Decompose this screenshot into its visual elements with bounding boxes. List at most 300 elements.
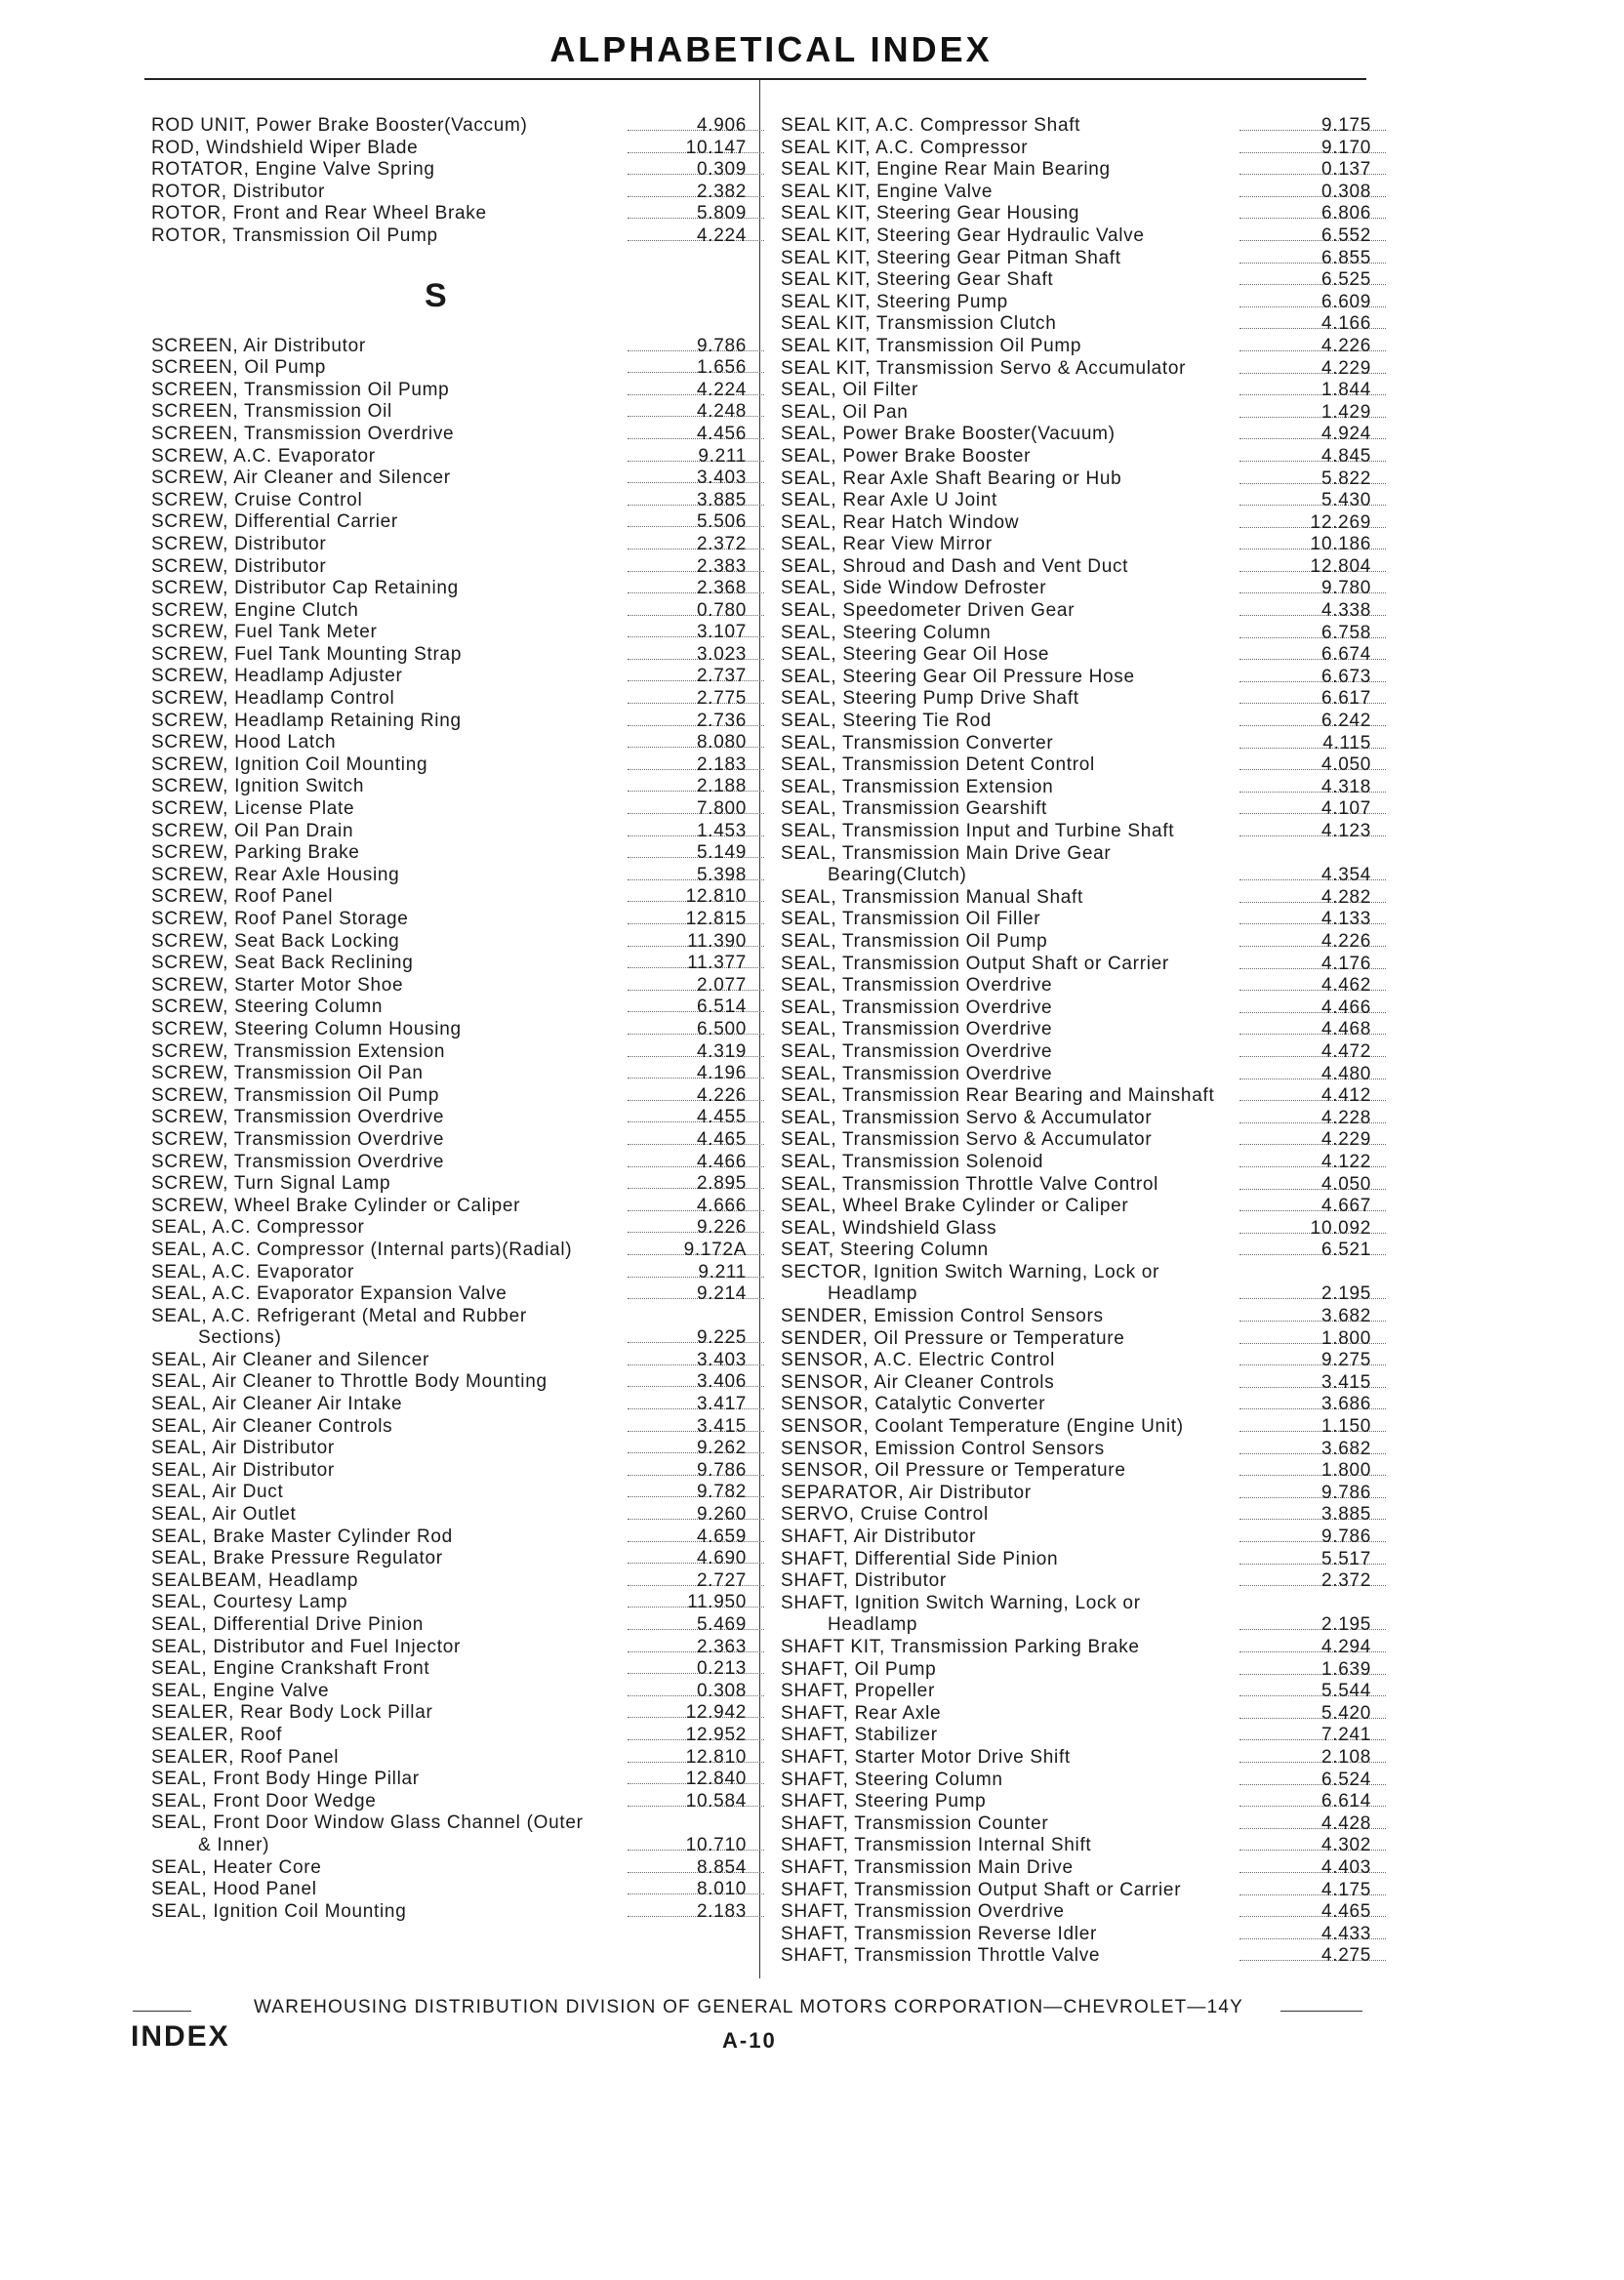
index-entry xyxy=(151,842,747,865)
entry-page-ref: 3.403 xyxy=(696,468,747,489)
index-entry xyxy=(781,556,1371,579)
entry-page-ref: 9.782 xyxy=(696,1482,747,1503)
index-entry xyxy=(151,357,747,380)
entry-label: SEAL, Shroud and Dash and Vent Duct xyxy=(781,555,1129,577)
entry-label: SEAL, Hood Panel xyxy=(151,1879,317,1900)
index-entry xyxy=(781,1614,1371,1637)
entry-label: SEPARATOR, Air Distributor xyxy=(781,1482,1032,1503)
entry-label: SEAL, Air Cleaner Air Intake xyxy=(151,1394,403,1415)
entry-page-ref: 6.609 xyxy=(1320,291,1371,312)
entry-label: SEAL KIT, Engine Valve xyxy=(781,181,994,202)
footer xyxy=(127,1997,1366,2026)
entry-page-ref: 3.417 xyxy=(696,1394,747,1415)
index-entry xyxy=(151,511,747,534)
index-entry xyxy=(151,1371,747,1394)
entry-label: SEAL, Transmission Output Shaft or Carrier xyxy=(781,953,1169,974)
entry-page-ref: 4.318 xyxy=(1320,776,1371,797)
index-entry xyxy=(781,600,1371,623)
entry-label: SCREW, Transmission Overdrive xyxy=(151,1128,445,1150)
index-entry xyxy=(151,1548,747,1570)
entry-label: SCREEN, Oil Pump xyxy=(151,357,327,379)
index-entry xyxy=(781,975,1371,998)
index-entry xyxy=(151,931,747,954)
entry-page-ref: 6.806 xyxy=(1320,203,1371,224)
entry-page-ref: 9.211 xyxy=(698,445,747,467)
index-entry xyxy=(151,1747,747,1770)
entry-page-ref: 0.308 xyxy=(1320,181,1371,202)
entry-label: Sections) xyxy=(198,1327,282,1349)
index-entry xyxy=(151,688,747,711)
index-entry xyxy=(781,1880,1371,1902)
entry-label: SEAL, Steering Tie Rod xyxy=(781,711,993,732)
index-entry xyxy=(151,1812,747,1835)
index-entry xyxy=(151,644,747,667)
entry-page-ref: 8.854 xyxy=(696,1856,747,1878)
entry-page-ref: 9.175 xyxy=(1320,115,1371,136)
entry-label: SEAL, Engine Valve xyxy=(151,1680,330,1701)
index-entry xyxy=(151,1416,747,1439)
index-entry xyxy=(781,1549,1371,1571)
entry-label: SEAL, Front Door Window Glass Channel (Outer xyxy=(151,1812,584,1834)
entry-label: SEAL, Differential Drive Pinion xyxy=(151,1614,425,1635)
entry-label: SCREW, License Plate xyxy=(151,798,355,820)
entry-page-ref: 4.666 xyxy=(696,1195,747,1216)
entry-label: SCREW, Ignition Switch xyxy=(151,776,365,797)
entry-label: SEAL KIT, A.C. Compressor xyxy=(781,137,1029,158)
page-title: ALPHABETICAL INDEX xyxy=(549,29,993,69)
index-entry xyxy=(781,843,1371,866)
entry-page-ref: 0.308 xyxy=(696,1680,747,1701)
entry-page-ref: 4.468 xyxy=(1320,1019,1371,1040)
index-entry xyxy=(151,1283,747,1306)
entry-page-ref: 4.428 xyxy=(1320,1812,1371,1834)
index-entry xyxy=(781,203,1371,225)
entry-label: SEALER, Rear Body Lock Pillar xyxy=(151,1702,433,1724)
entry-page-ref: 10.710 xyxy=(685,1834,747,1855)
entry-page-ref: 1.429 xyxy=(1320,401,1371,423)
entry-page-ref: 4.107 xyxy=(1320,798,1371,820)
index-entry xyxy=(151,1460,747,1483)
index-entry xyxy=(151,1262,747,1284)
entry-page-ref: 2.077 xyxy=(696,974,747,996)
entry-label: SCREW, Transmission Extension xyxy=(151,1040,446,1062)
entry-page-ref: 3.415 xyxy=(1320,1371,1371,1393)
index-entry xyxy=(151,1879,747,1901)
entry-page-ref: 2.368 xyxy=(696,578,747,599)
index-entry xyxy=(781,733,1371,755)
index-entry xyxy=(151,909,747,931)
entry-label: SCREW, Ignition Coil Mounting xyxy=(151,753,428,775)
entry-page-ref: 6.614 xyxy=(1320,1791,1371,1812)
index-entry xyxy=(151,578,747,600)
index-entry xyxy=(151,821,747,843)
entry-page-ref: 3.885 xyxy=(696,489,747,510)
entry-page-ref: 9.214 xyxy=(696,1283,747,1305)
entry-page-ref: 4.224 xyxy=(696,224,747,246)
entry-label: SEAL, Oil Pan xyxy=(781,401,909,423)
entry-page-ref: 6.855 xyxy=(1320,247,1371,268)
index-entry xyxy=(151,336,747,358)
index-entry xyxy=(781,115,1371,138)
entry-page-ref: 2.736 xyxy=(696,710,747,731)
index-entry xyxy=(151,1504,747,1527)
entry-page-ref: 10.584 xyxy=(685,1790,747,1812)
index-entry xyxy=(781,1196,1371,1218)
entry-page-ref: 4.690 xyxy=(696,1548,747,1569)
entry-label: SEAL, Transmission Extension xyxy=(781,776,1054,797)
entry-label: SEAL, Brake Pressure Regulator xyxy=(151,1548,443,1569)
index-entry xyxy=(151,534,747,556)
entry-label: SHAFT, Propeller xyxy=(781,1681,935,1702)
entry-label: SHAFT, Transmission Counter xyxy=(781,1812,1049,1834)
index-entry xyxy=(151,975,747,998)
entry-page-ref: 12.810 xyxy=(685,1746,747,1768)
index-entry xyxy=(151,1637,747,1659)
entry-page-ref: 1.800 xyxy=(1320,1460,1371,1482)
index-entry xyxy=(781,1924,1371,1946)
entry-page-ref: 3.682 xyxy=(1320,1306,1371,1327)
entry-page-ref: 4.338 xyxy=(1320,600,1371,622)
index-entry xyxy=(151,1129,747,1152)
index-entry xyxy=(781,1725,1371,1747)
entry-label: SEAL, Front Door Wedge xyxy=(151,1790,377,1812)
entry-page-ref: 0.137 xyxy=(1320,159,1371,181)
entry-label: SEAL, Front Body Hinge Pillar xyxy=(151,1769,420,1790)
index-entry xyxy=(781,512,1371,535)
entry-label: SEAL, Transmission Gearshift xyxy=(781,798,1048,820)
entry-label: SHAFT, Starter Motor Drive Shift xyxy=(781,1746,1071,1768)
entry-page-ref: 2.775 xyxy=(696,688,747,710)
entry-page-ref: 4.176 xyxy=(1320,953,1371,974)
index-entry xyxy=(781,1416,1371,1439)
entry-page-ref: 9.226 xyxy=(696,1217,747,1239)
entry-label: SEAL, Wheel Brake Cylinder or Caliper xyxy=(781,1196,1129,1217)
index-entry xyxy=(781,182,1371,204)
index-entry xyxy=(781,1019,1371,1041)
entry-label: SHAFT, Ignition Switch Warning, Lock or xyxy=(781,1592,1141,1613)
index-entry xyxy=(781,1504,1371,1527)
index-entry xyxy=(151,1527,747,1549)
entry-label: SEAL, Side Window Defroster xyxy=(781,578,1047,599)
entry-page-ref: 6.617 xyxy=(1320,688,1371,710)
index-entry xyxy=(781,1901,1371,1924)
index-entry xyxy=(151,115,747,138)
index-entry xyxy=(781,777,1371,799)
index-entry xyxy=(151,1085,747,1108)
entry-label: SHAFT, Distributor xyxy=(781,1570,947,1592)
entry-label: ROD UNIT, Power Brake Booster(Vaccum) xyxy=(151,115,528,136)
index-entry xyxy=(781,954,1371,976)
entry-label: SENSOR, A.C. Electric Control xyxy=(781,1350,1056,1371)
entry-label: SEAL, Transmission Overdrive xyxy=(781,1040,1053,1062)
entry-page-ref: 12.810 xyxy=(685,886,747,908)
index-entry xyxy=(781,1350,1371,1372)
index-entry xyxy=(781,424,1371,446)
index-entry xyxy=(781,292,1371,314)
entry-page-ref: 4.050 xyxy=(1320,754,1371,776)
index-entry xyxy=(781,1372,1371,1395)
entry-label: SHAFT, Transmission Overdrive xyxy=(781,1901,1065,1923)
section-letter-block xyxy=(151,248,747,336)
entry-page-ref: 0.780 xyxy=(696,599,747,621)
index-entry xyxy=(151,203,747,225)
entry-page-ref: 6.758 xyxy=(1320,622,1371,643)
entry-label: SEAL, Oil Filter xyxy=(781,380,919,401)
entry-page-ref: 4.302 xyxy=(1320,1835,1371,1856)
entry-page-ref: 4.122 xyxy=(1320,1151,1371,1172)
entry-page-ref: 1.800 xyxy=(1320,1327,1371,1349)
index-entry xyxy=(151,600,747,623)
entry-label: SENSOR, Catalytic Converter xyxy=(781,1394,1046,1415)
entry-page-ref: 3.023 xyxy=(696,643,747,665)
entry-label: SCREW, Roof Panel Storage xyxy=(151,909,409,929)
entry-page-ref: 3.403 xyxy=(696,1349,747,1370)
index-entry xyxy=(781,1483,1371,1505)
entry-page-ref: 12.942 xyxy=(685,1702,747,1724)
entry-page-ref: 4.924 xyxy=(1320,424,1371,445)
entry-label: SCREW, Hood Latch xyxy=(151,732,337,753)
entry-page-ref: 4.906 xyxy=(696,115,747,136)
index-entry xyxy=(781,1703,1371,1726)
entry-page-ref: 12.815 xyxy=(685,909,747,929)
entry-page-ref: 5.149 xyxy=(696,842,747,864)
index-entry xyxy=(781,578,1371,600)
entry-page-ref: 4.466 xyxy=(696,1151,747,1172)
entry-page-ref: 6.524 xyxy=(1320,1769,1371,1790)
index-entry xyxy=(781,336,1371,358)
index-entry xyxy=(151,997,747,1019)
entry-page-ref: 10.147 xyxy=(685,137,747,158)
footer-rule-left xyxy=(133,2011,191,2012)
entry-page-ref: 2.183 xyxy=(696,1900,747,1922)
index-entry xyxy=(151,666,747,688)
index-entry xyxy=(781,248,1371,270)
entry-label: SCREEN, Transmission Overdrive xyxy=(151,423,455,444)
entry-page-ref: 1.656 xyxy=(696,357,747,379)
index-entry xyxy=(781,798,1371,821)
entry-label: SCREEN, Transmission Oil xyxy=(151,401,392,423)
entry-page-ref: 5.398 xyxy=(696,864,747,885)
entry-page-ref: 2.108 xyxy=(1320,1746,1371,1768)
entry-page-ref: 1.844 xyxy=(1320,380,1371,401)
entry-label: SEAL, Steering Pump Drive Shaft xyxy=(781,688,1079,710)
entry-page-ref: 4.412 xyxy=(1320,1085,1371,1107)
index-entry xyxy=(781,931,1371,954)
entry-page-ref: 2.382 xyxy=(696,181,747,202)
index-entry xyxy=(781,821,1371,843)
index-entry xyxy=(781,1439,1371,1461)
entry-page-ref: 5.469 xyxy=(696,1614,747,1635)
entry-page-ref: 9.211 xyxy=(698,1261,747,1282)
entry-label: SCREW, Wheel Brake Cylinder or Caliper xyxy=(151,1195,521,1216)
entry-label: SENSOR, Air Cleaner Controls xyxy=(781,1371,1055,1393)
index-entry xyxy=(781,1240,1371,1262)
entry-page-ref: 4.115 xyxy=(1322,732,1371,753)
index-entry xyxy=(151,1592,747,1614)
index-entry xyxy=(781,159,1371,182)
index-entry xyxy=(151,1438,747,1460)
entry-page-ref: 3.107 xyxy=(696,622,747,643)
index-entry xyxy=(781,1747,1371,1770)
entry-page-ref: 9.786 xyxy=(1320,1482,1371,1503)
entry-label: SEAL KIT, Transmission Servo & Accumulator xyxy=(781,357,1187,379)
index-entry xyxy=(151,1901,747,1924)
index-entry xyxy=(781,644,1371,667)
entry-page-ref: 4.465 xyxy=(1320,1901,1371,1923)
entry-label: SEAL, Steering Gear Oil Pressure Hose xyxy=(781,666,1135,687)
entry-label: SEAL, A.C. Evaporator xyxy=(151,1261,354,1282)
index-entry xyxy=(151,1769,747,1791)
index-entry xyxy=(151,138,747,160)
entry-label: SEAL, Windshield Glass xyxy=(781,1217,997,1239)
entry-page-ref: 4.845 xyxy=(1320,445,1371,467)
index-entry xyxy=(781,1394,1371,1416)
entry-page-ref: 3.406 xyxy=(696,1371,747,1393)
index-entry xyxy=(781,667,1371,689)
entry-page-ref: 12.804 xyxy=(1310,555,1371,577)
entry-page-ref: 2.895 xyxy=(696,1173,747,1195)
entry-label: SCREW, Seat Back Locking xyxy=(151,930,400,952)
entry-label: SENSOR, Oil Pressure or Temperature xyxy=(781,1460,1126,1482)
entry-page-ref: 4.050 xyxy=(1320,1173,1371,1195)
entry-page-ref: 6.673 xyxy=(1320,666,1371,687)
index-entry xyxy=(151,182,747,204)
index-entry xyxy=(151,732,747,754)
index-entry xyxy=(151,1063,747,1085)
index-entry xyxy=(151,798,747,821)
entry-page-ref: 4.226 xyxy=(1320,930,1371,952)
entry-label: SCREW, Transmission Oil Pump xyxy=(151,1084,440,1106)
entry-label: ROTATOR, Engine Valve Spring xyxy=(151,159,435,181)
entry-label: SEAL KIT, Engine Rear Main Bearing xyxy=(781,159,1111,181)
entry-label: ROTOR, Distributor xyxy=(151,181,325,202)
entry-page-ref: 9.780 xyxy=(1320,578,1371,599)
index-entry xyxy=(151,1658,747,1681)
entry-label: SEAL KIT, Steering Gear Pitman Shaft xyxy=(781,247,1121,268)
entry-label: SECTOR, Ignition Switch Warning, Lock or xyxy=(781,1261,1160,1282)
entry-label: SEAL, Transmission Overdrive xyxy=(781,997,1053,1018)
index-entry xyxy=(781,313,1371,336)
entry-label: SEAL KIT, Steering Gear Hydraulic Valve xyxy=(781,224,1145,246)
entry-label: SEAL, Transmission Detent Control xyxy=(781,754,1095,776)
entry-page-ref: 9.225 xyxy=(696,1327,747,1349)
entry-label: ROD, Windshield Wiper Blade xyxy=(151,137,419,158)
entry-page-ref: 1.453 xyxy=(696,820,747,841)
entry-page-ref: 4.229 xyxy=(1320,357,1371,379)
entry-label: SHAFT, Transmission Main Drive xyxy=(781,1856,1074,1878)
entry-label: SEAL, Steering Gear Oil Hose xyxy=(781,644,1050,666)
entry-page-ref: 6.674 xyxy=(1320,644,1371,666)
entry-label: & Inner) xyxy=(198,1834,270,1855)
left-column xyxy=(151,115,747,1923)
entry-page-ref: 9.786 xyxy=(696,1459,747,1481)
section-letter: S xyxy=(425,276,448,314)
entry-page-ref: 4.667 xyxy=(1320,1196,1371,1217)
entry-label: SCREW, Air Cleaner and Silencer xyxy=(151,468,451,489)
index-entry xyxy=(781,1283,1371,1306)
entry-label: SCREW, Distributor Cap Retaining xyxy=(151,578,459,599)
index-entry xyxy=(151,1152,747,1174)
entry-label: SEAL, Distributor and Fuel Injector xyxy=(151,1636,462,1657)
entry-label: ROTOR, Transmission Oil Pump xyxy=(151,224,438,246)
entry-page-ref: 6.525 xyxy=(1320,269,1371,291)
entry-page-ref: 4.433 xyxy=(1320,1923,1371,1944)
entry-label: SEAL, Transmission Converter xyxy=(781,732,1054,753)
section-label: INDEX xyxy=(131,2020,230,2053)
index-entry xyxy=(781,688,1371,711)
entry-label: SCREW, Transmission Oil Pan xyxy=(151,1063,424,1084)
entry-page-ref: 0.213 xyxy=(696,1658,747,1680)
index-entry xyxy=(781,490,1371,512)
entry-label: SEAL, Heater Core xyxy=(151,1856,322,1878)
entry-label: SEAL, Rear Axle U Joint xyxy=(781,490,998,511)
index-entry xyxy=(781,402,1371,425)
entry-label: SEAL KIT, Transmission Clutch xyxy=(781,313,1057,335)
right-column xyxy=(781,115,1371,1968)
index-entry xyxy=(151,711,747,733)
index-entry xyxy=(151,1306,747,1328)
index-entry xyxy=(151,446,747,468)
entry-page-ref: 2.372 xyxy=(1320,1570,1371,1592)
entry-label: SCREW, Rear Axle Housing xyxy=(151,864,400,885)
index-entry xyxy=(151,424,747,446)
entry-label: SHAFT, Rear Axle xyxy=(781,1702,942,1724)
entry-label: SEAL, Transmission Solenoid xyxy=(781,1151,1044,1172)
entry-page-ref: 4.224 xyxy=(696,379,747,400)
index-entry xyxy=(781,1835,1371,1857)
entry-label: SEAL, Transmission Rear Bearing and Mainshaft xyxy=(781,1085,1215,1107)
index-entry xyxy=(151,1482,747,1504)
entry-page-ref: 4.175 xyxy=(1320,1879,1371,1900)
index-entry xyxy=(781,1174,1371,1197)
entry-label: SENDER, Emission Control Sensors xyxy=(781,1306,1104,1327)
index-entry xyxy=(781,909,1371,931)
index-entry xyxy=(781,1945,1371,1968)
entry-label: SEAL KIT, Transmission Oil Pump xyxy=(781,335,1082,356)
entry-label: SCREW, Fuel Tank Mounting Strap xyxy=(151,643,463,665)
entry-page-ref: 9.260 xyxy=(696,1504,747,1526)
index-entry xyxy=(151,1019,747,1041)
entry-page-ref: 12.269 xyxy=(1310,511,1371,533)
entry-page-ref: 11.950 xyxy=(687,1592,747,1613)
index-entry xyxy=(781,269,1371,292)
index-entry xyxy=(781,468,1371,491)
entry-page-ref: 4.282 xyxy=(1320,886,1371,908)
entry-label: SEAL, Transmission Oil Filler xyxy=(781,909,1041,930)
index-entry xyxy=(151,865,747,887)
entry-label: SCREW, Steering Column Housing xyxy=(151,1018,462,1039)
entry-label: SCREW, A.C. Evaporator xyxy=(151,445,376,467)
entry-page-ref: 6.514 xyxy=(696,997,747,1018)
entry-label: SHAFT, Oil Pump xyxy=(781,1658,937,1680)
entry-page-ref: 5.430 xyxy=(1320,490,1371,511)
entry-page-ref: 2.195 xyxy=(1320,1614,1371,1636)
entry-label: SEALBEAM, Headlamp xyxy=(151,1569,359,1591)
index-entry xyxy=(151,776,747,798)
entry-label: SEAL, A.C. Compressor (Internal parts)(Radial) xyxy=(151,1239,573,1260)
title-rule xyxy=(144,78,1366,80)
entry-label: SEAL KIT, Steering Pump xyxy=(781,291,1008,312)
entry-label: SEALER, Roof xyxy=(151,1724,283,1745)
entry-label: SCREW, Fuel Tank Meter xyxy=(151,622,378,643)
entry-page-ref: 8.010 xyxy=(696,1879,747,1900)
entry-page-ref: 9.170 xyxy=(1320,137,1371,158)
entry-label: SHAFT KIT, Transmission Parking Brake xyxy=(781,1636,1140,1657)
entry-label: SCREEN, Transmission Oil Pump xyxy=(151,379,450,400)
entry-page-ref: 3.415 xyxy=(696,1415,747,1437)
entry-page-ref: 2.727 xyxy=(696,1569,747,1591)
index-entry xyxy=(781,1152,1371,1174)
